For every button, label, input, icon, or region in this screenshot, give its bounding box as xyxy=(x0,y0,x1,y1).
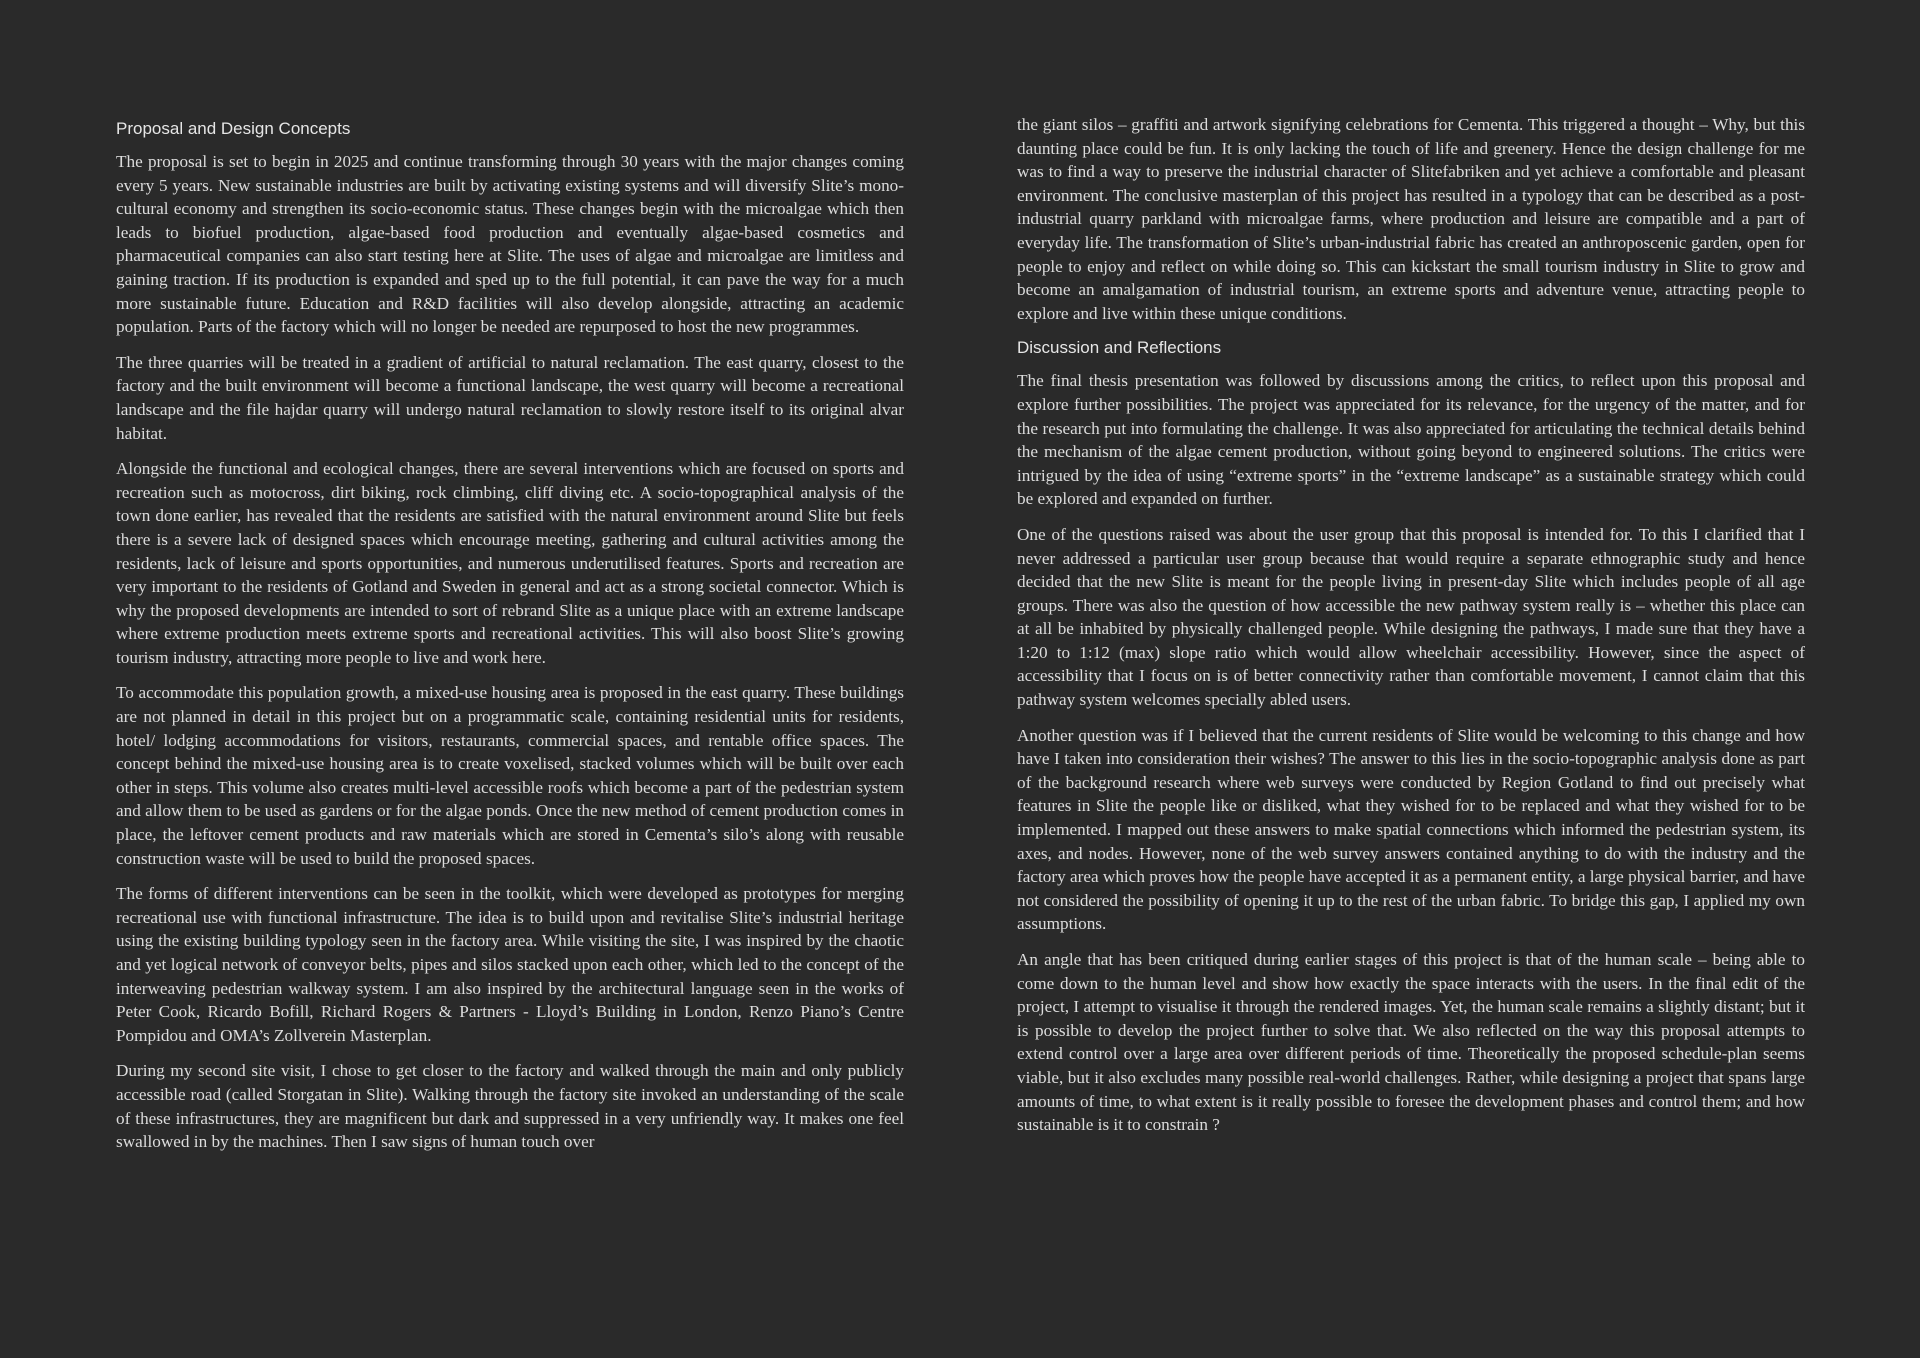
right-column xyxy=(1017,113,1805,1149)
section-heading-discussion: Discussion and Reflections xyxy=(1017,338,1222,358)
paragraph: To accommodate this population growth, a mixed-use housing area is proposed in the east quarry. These buildings are not planned in detail in this project but on a programmatic scale, containing residential units for residents, hotel/ lodging accommodations for visitors, restaurants, commercial spaces, and rentable office spaces. The concept behind the mixed-use housing area is to create voxelised, stacked volumes which will be built over each other in steps. This volume also creates multi-level accessible roofs which become a part of the pedestrian system and allow them to be used as gardens or for the algae ponds. Once the new method of cement production comes in place, the leftover cement products and raw materials which are stored in Cementa’s silo’s along with reusable construction waste will be used to build the proposed spaces. xyxy=(116,683,904,868)
paragraph: One of the questions raised was about the user group that this proposal is intended for. To this I clarified that I never addressed a particular user group because that would require a separate ethnographic study and hence decided that the new Slite is meant for the people living in present-day Slite which includes people of all age groups. There was also the question of how accessible the new pathway system really is – whether this place can at all be inhabited by physically challenged people. While designing the pathways, I made sure that they have a 1:20 to 1:12 (max) slope ratio which would allow wheelchair accessibility. However, since the aspect of accessibility that I focus on is of better connectivity rather than comfortable movement, I cannot claim that this pathway system welcomes specially abled users. xyxy=(1017,524,1805,710)
paragraph: The forms of different interventions can be seen in the toolkit, which were developed as prototypes for merging recreational use with functional infrastructure. The idea is to build upon and revitalise Slite’s industrial heritage using the existing building typology seen in the factory area. While visiting the site, I was inspired by the chaotic and yet logical network of conveyor belts, pipes and silos stacked upon each other, which led to the concept of the interweaving pedestrian walkway system. I am also inspired by the architectural language seen in the works of Peter Cook, Ricardo Bofill, Richard Rogers & Partners - Lloyd’s Building in London, Renzo Piano’s Centre Pompidou and OMA’s Zollverein Masterplan. xyxy=(116,884,904,1045)
left-column xyxy=(116,112,904,1166)
section-heading-proposal: Proposal and Design Concepts xyxy=(116,119,351,138)
paragraph: Another question was if I believed that the current residents of Slite would be welcoming to this change and how have I taken into consideration their wishes? The answer to this lies in the socio-topographic analysis done as part of the background research where web surveys were conducted by Region Gotland to find out precisely what features in Slite the people like or disliked, what they wished for to be replaced and what they wished for to be implemented. I mapped out these answers to make spatial connections which informed the pedestrian system, its axes, and nodes. However, none of the web survey answers contained anything to do with the industry and the factory area which proves how the people have accepted it as a permanent entity, a large physical barrier, and have not considered the possibility of opening it up to the rest of the urban fabric. To bridge this gap, I applied my own assumptions. xyxy=(1017,725,1805,934)
paragraph: An angle that has been critiqued during earlier stages of this project is that of the human scale – being able to come down to the human level and show how exactly the space interacts with the users. In the final edit of the project, I attempt to visualise it through the rendered images. Yet, the human scale remains a slightly distant; but it is possible to develop the project further to solve that. We also reflected on the way this proposal attempts to extend control over a large area over different periods of time. Theoretically the proposed schedule-plan seems viable, but it also excludes many possible real-world challenges. Rather, while designing a project that spans large amounts of time, to what extent is it really possible to foresee the development phases and control them; and how sustainable is it to constrain ? xyxy=(1017,950,1805,1135)
paragraph: The proposal is set to begin in 2025 and continue transforming through 30 years with the major changes coming every 5 years. New sustainable industries are built by activating existing systems and will diversify Slite’s mono-cultural economy and strengthen its socio-economic status. These changes begin with the microalgae which then leads to biofuel production, algae-based food production and eventually algae-based cosmetics and pharmaceutical companies can also start testing here at Slite. The uses of algae and microalgae are limitless and gaining traction. If its production is expanded and sped up to the full potential, it can pave the way for a much more sustainable future. Education and R&D facilities will also develop alongside, attracting an academic population. Parts of the factory which will no longer be needed are repurposed to host the new programmes. xyxy=(116,152,904,337)
paragraph: During my second site visit, I chose to get closer to the factory and walked through the main and only publicly accessible road (called Storgatan in Slite). Walking through the factory site invoked an understanding of the scale of these infrastructures, they are magnificent but dark and suppressed in a very unfriendly way. It makes one feel swallowed in by the machines. Then I saw signs of human touch over xyxy=(116,1061,904,1152)
paragraph: The final thesis presentation was followed by discussions among the critics, to reflect upon this proposal and explore further possibilities. The project was appreciated for its relevance, for the urgency of the matter, and for the research put into formulating the challenge. It was also appreciated for articulating the technical details behind the mechanism of the algae cement production, without going beyond to engineered solutions. The critics were intrigued by the idea of using “extreme sports” in the “extreme landscape” as a sustainable strategy which could be explored and expanded on further. xyxy=(1017,371,1805,509)
paragraph-continuation: the giant silos – graffiti and artwork signifying celebrations for Cementa. This triggered a thought – Why, but this daunting place could be fun. It is only lacking the touch of life and greenery. Hence the design challenge for me was to find a way to preserve the industrial character of Slitefabriken and yet achieve a comfortable and pleasant environment. The conclusive masterplan of this project has resulted in a typology that can be described as a post-industrial quarry parkland with microalgae farms, where production and leisure are compatible and a part of everyday life. The transformation of Slite’s urban-industrial fabric has created an anthroposcenic garden, open for people to enjoy and reflect on while doing so. This can kickstart the small tourism industry in Slite to grow and become an amalgamation of industrial tourism, an extreme sports and adventure venue, attracting people to explore and live within these unique conditions. xyxy=(1017,115,1805,323)
paragraph: Alongside the functional and ecological changes, there are several interventions which are focused on sports and recreation such as motocross, dirt biking, rock climbing, cliff diving etc. A socio-topographical analysis of the town done earlier, has revealed that the residents are satisfied with the natural environment around Slite but feels there is a severe lack of designed spaces which encourage meeting, gathering and cultural activities among the residents, lack of leisure and sports opportunities, and numerous underutilised features. Sports and recreation are very important to the residents of Gotland and Sweden in general and act as a strong societal connector. Which is why the proposed developments are intended to sort of rebrand Slite as a unique place with an extreme landscape where extreme production meets extreme sports and recreational activities. This will also boost Slite’s growing tourism industry, attracting more people to live and work here. xyxy=(116,459,904,667)
paragraph: The three quarries will be treated in a gradient of artificial to natural reclamation. The east quarry, closest to the factory and the built environment will become a functional landscape, the west quarry will become a recreational landscape and the file hajdar quarry will undergo natural reclamation to slowly restore itself to its original alvar habitat. xyxy=(116,352,904,443)
